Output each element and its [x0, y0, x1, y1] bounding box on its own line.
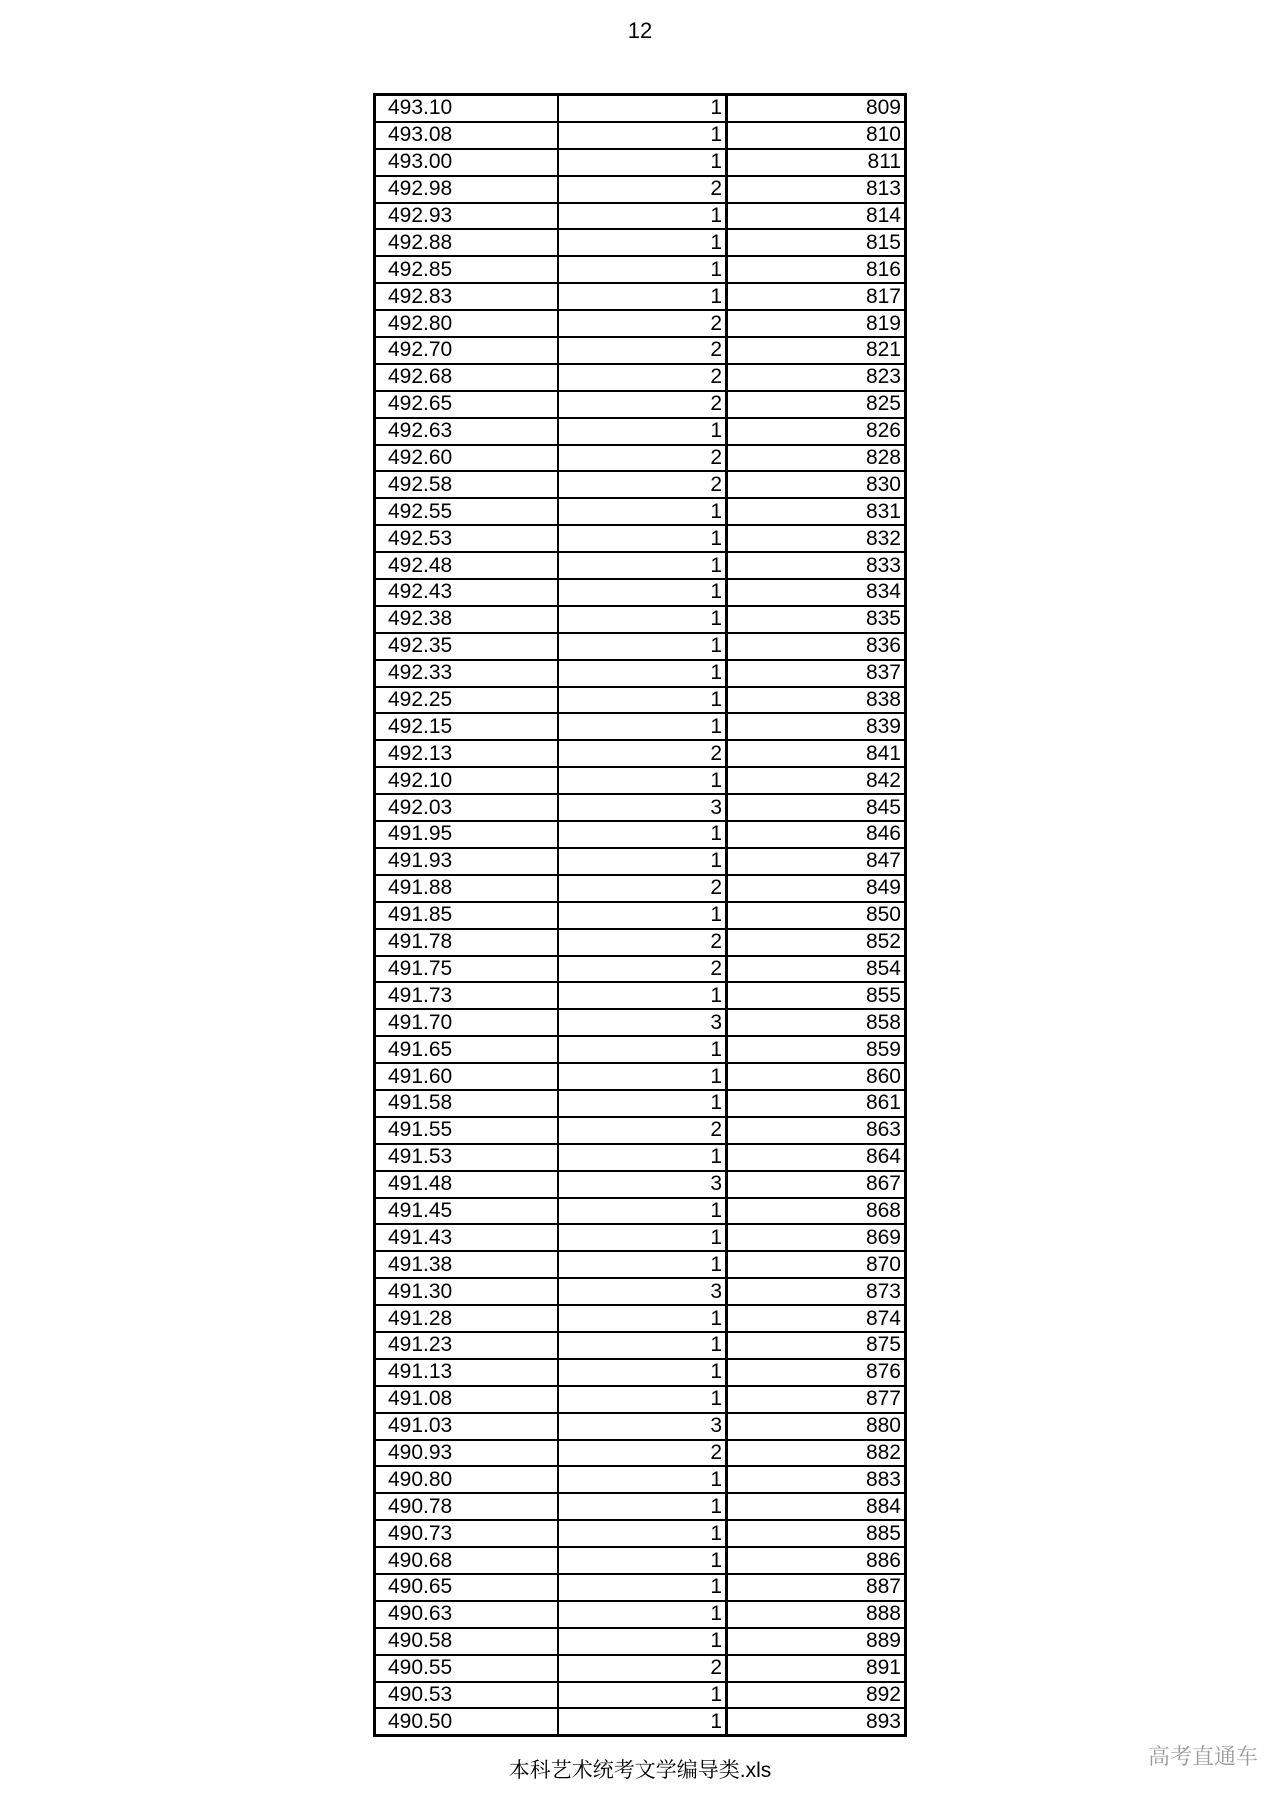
table-row	[375, 1493, 906, 1520]
score-cell: 490.53	[375, 1682, 559, 1709]
table-row	[375, 1278, 906, 1305]
cumulative-cell: 831	[727, 498, 906, 525]
count-cell: 1	[558, 579, 727, 606]
cumulative-cell: 814	[727, 203, 906, 230]
count-cell: 1	[558, 660, 727, 687]
table-row	[375, 579, 906, 606]
table-row	[375, 713, 906, 740]
score-cell: 493.08	[375, 122, 559, 149]
cumulative-cell: 882	[727, 1440, 906, 1467]
count-cell: 3	[558, 1171, 727, 1198]
score-cell: 491.13	[375, 1359, 559, 1386]
table-row	[375, 1144, 906, 1171]
score-cell: 491.43	[375, 1224, 559, 1251]
table-row	[375, 821, 906, 848]
table-row	[375, 794, 906, 821]
count-cell: 2	[558, 1655, 727, 1682]
score-cell: 491.95	[375, 821, 559, 848]
score-cell: 492.93	[375, 203, 559, 230]
count-cell: 1	[558, 1332, 727, 1359]
cumulative-cell: 888	[727, 1601, 906, 1628]
score-cell: 492.80	[375, 310, 559, 337]
table-row	[375, 283, 906, 310]
count-cell: 2	[558, 929, 727, 956]
count-cell: 1	[558, 1601, 727, 1628]
score-cell: 490.73	[375, 1520, 559, 1547]
cumulative-cell: 815	[727, 229, 906, 256]
table-row	[375, 391, 906, 418]
count-cell: 2	[558, 1440, 727, 1467]
score-cell: 490.63	[375, 1601, 559, 1628]
table-row	[375, 1305, 906, 1332]
count-cell: 2	[558, 471, 727, 498]
table-row	[375, 1520, 906, 1547]
count-cell: 2	[558, 956, 727, 983]
count-cell: 1	[558, 606, 727, 633]
table-row	[375, 498, 906, 525]
cumulative-cell: 886	[727, 1547, 906, 1574]
table-row	[375, 1359, 906, 1386]
table-row	[375, 1009, 906, 1036]
score-cell: 492.33	[375, 660, 559, 687]
count-cell: 1	[558, 1198, 727, 1225]
cumulative-cell: 892	[727, 1682, 906, 1709]
count-cell: 1	[558, 687, 727, 714]
cumulative-cell: 837	[727, 660, 906, 687]
table-row	[375, 149, 906, 176]
cumulative-cell: 861	[727, 1090, 906, 1117]
cumulative-cell: 864	[727, 1144, 906, 1171]
count-cell: 2	[558, 1117, 727, 1144]
table-row	[375, 1466, 906, 1493]
cumulative-cell: 852	[727, 929, 906, 956]
count-cell: 1	[558, 95, 727, 122]
count-cell: 3	[558, 1413, 727, 1440]
cumulative-cell: 884	[727, 1493, 906, 1520]
cumulative-cell: 845	[727, 794, 906, 821]
score-cell: 492.98	[375, 176, 559, 203]
score-table	[373, 93, 907, 1737]
table-row	[375, 176, 906, 203]
score-cell: 491.08	[375, 1386, 559, 1413]
table-row	[375, 1224, 906, 1251]
score-cell: 490.65	[375, 1574, 559, 1601]
score-cell: 490.78	[375, 1493, 559, 1520]
table-row	[375, 1413, 906, 1440]
cumulative-cell: 809	[727, 95, 906, 122]
table-row	[375, 1547, 906, 1574]
score-cell: 492.48	[375, 552, 559, 579]
score-cell: 491.78	[375, 929, 559, 956]
score-table-body	[375, 95, 906, 1736]
table-row	[375, 687, 906, 714]
count-cell: 1	[558, 982, 727, 1009]
count-cell: 1	[558, 498, 727, 525]
score-cell: 490.50	[375, 1708, 559, 1735]
count-cell: 1	[558, 633, 727, 660]
table-row	[375, 1171, 906, 1198]
table-row	[375, 1117, 906, 1144]
count-cell: 1	[558, 1466, 727, 1493]
score-cell: 491.85	[375, 902, 559, 929]
count-cell: 1	[558, 1224, 727, 1251]
score-cell: 490.58	[375, 1628, 559, 1655]
cumulative-cell: 874	[727, 1305, 906, 1332]
count-cell: 1	[558, 902, 727, 929]
score-cell: 492.35	[375, 633, 559, 660]
table-row	[375, 1440, 906, 1467]
count-cell: 1	[558, 1144, 727, 1171]
score-cell: 491.45	[375, 1198, 559, 1225]
cumulative-cell: 842	[727, 767, 906, 794]
score-cell: 492.88	[375, 229, 559, 256]
cumulative-cell: 813	[727, 176, 906, 203]
table-row	[375, 606, 906, 633]
table-row	[375, 633, 906, 660]
table-row	[375, 1708, 906, 1735]
cumulative-cell: 854	[727, 956, 906, 983]
cumulative-cell: 839	[727, 713, 906, 740]
table-row	[375, 310, 906, 337]
score-cell: 492.65	[375, 391, 559, 418]
cumulative-cell: 859	[727, 1036, 906, 1063]
table-row	[375, 929, 906, 956]
table-row	[375, 660, 906, 687]
cumulative-cell: 821	[727, 337, 906, 364]
count-cell: 1	[558, 1520, 727, 1547]
count-cell: 1	[558, 552, 727, 579]
table-row	[375, 229, 906, 256]
cumulative-cell: 876	[727, 1359, 906, 1386]
cumulative-cell: 846	[727, 821, 906, 848]
count-cell: 1	[558, 203, 727, 230]
table-row	[375, 902, 906, 929]
watermark: 高考直通车	[1147, 1744, 1258, 1769]
table-row	[375, 471, 906, 498]
count-cell: 2	[558, 875, 727, 902]
count-cell: 1	[558, 1063, 727, 1090]
count-cell: 3	[558, 1278, 727, 1305]
score-cell: 492.63	[375, 418, 559, 445]
score-cell: 491.88	[375, 875, 559, 902]
count-cell: 1	[558, 283, 727, 310]
cumulative-cell: 870	[727, 1251, 906, 1278]
cumulative-cell: 873	[727, 1278, 906, 1305]
cumulative-cell: 819	[727, 310, 906, 337]
score-cell: 492.60	[375, 445, 559, 472]
score-cell: 491.48	[375, 1171, 559, 1198]
table-row	[375, 956, 906, 983]
cumulative-cell: 823	[727, 364, 906, 391]
score-cell: 490.68	[375, 1547, 559, 1574]
count-cell: 2	[558, 337, 727, 364]
score-cell: 492.15	[375, 713, 559, 740]
table-row	[375, 767, 906, 794]
score-cell: 493.00	[375, 149, 559, 176]
cumulative-cell: 847	[727, 848, 906, 875]
table-row	[375, 1090, 906, 1117]
score-cell: 490.80	[375, 1466, 559, 1493]
cumulative-cell: 860	[727, 1063, 906, 1090]
count-cell: 1	[558, 1628, 727, 1655]
table-row	[375, 875, 906, 902]
score-cell: 492.03	[375, 794, 559, 821]
count-cell: 1	[558, 1090, 727, 1117]
cumulative-cell: 885	[727, 1520, 906, 1547]
count-cell: 1	[558, 1359, 727, 1386]
table-row	[375, 122, 906, 149]
table-row	[375, 1628, 906, 1655]
count-cell: 3	[558, 794, 727, 821]
table-row	[375, 982, 906, 1009]
cumulative-cell: 811	[727, 149, 906, 176]
cumulative-cell: 880	[727, 1413, 906, 1440]
score-cell: 490.55	[375, 1655, 559, 1682]
table-row	[375, 1574, 906, 1601]
cumulative-cell: 817	[727, 283, 906, 310]
cumulative-cell: 832	[727, 525, 906, 552]
cumulative-cell: 863	[727, 1117, 906, 1144]
cumulative-cell: 893	[865, 1709, 901, 1733]
cumulative-cell: 868	[727, 1198, 906, 1225]
page-number: 12	[627, 18, 653, 43]
cumulative-cell: 833	[727, 552, 906, 579]
table-row	[375, 1332, 906, 1359]
footer-file-name: 本科艺术统考文学编导类.xls	[508, 1759, 772, 1782]
count-cell: 1	[558, 821, 727, 848]
table-row	[375, 1682, 906, 1709]
table-row	[375, 203, 906, 230]
table-row	[375, 1251, 906, 1278]
score-cell: 490.93	[375, 1440, 559, 1467]
score-cell: 491.60	[375, 1063, 559, 1090]
cumulative-cell: 828	[727, 445, 906, 472]
count-cell: 2	[558, 364, 727, 391]
cumulative-cell: 826	[727, 418, 906, 445]
cumulative-cell: 816	[727, 256, 906, 283]
count-cell: 2	[558, 310, 727, 337]
count-cell: 1	[558, 1386, 727, 1413]
table-row	[375, 364, 906, 391]
cumulative-cell: 850	[727, 902, 906, 929]
cumulative-cell: 834	[727, 579, 906, 606]
cumulative-cell: 836	[727, 633, 906, 660]
table-row	[375, 95, 906, 122]
score-cell: 492.13	[375, 740, 559, 767]
cumulative-cell: 867	[727, 1171, 906, 1198]
score-cell: 491.53	[375, 1144, 559, 1171]
cumulative-cell: 889	[727, 1628, 906, 1655]
count-cell: 1	[558, 525, 727, 552]
table-row	[375, 1198, 906, 1225]
score-cell: 492.70	[375, 337, 559, 364]
score-cell: 491.30	[375, 1278, 559, 1305]
count-cell: 1	[558, 1305, 727, 1332]
count-cell: 1	[558, 767, 727, 794]
count-cell: 1	[558, 149, 727, 176]
cumulative-cell: 841	[727, 740, 906, 767]
table-row	[375, 1655, 906, 1682]
cumulative-cell: 810	[727, 122, 906, 149]
cumulative-cell: 855	[727, 982, 906, 1009]
count-cell: 1	[558, 713, 727, 740]
score-cell: 491.93	[375, 848, 559, 875]
score-cell: 492.38	[375, 606, 559, 633]
cumulative-cell: 835	[727, 606, 906, 633]
score-cell: 492.83	[375, 283, 559, 310]
score-cell: 491.65	[375, 1036, 559, 1063]
count-cell: 1	[558, 418, 727, 445]
score-cell: 492.58	[375, 471, 559, 498]
cumulative-cell: 877	[727, 1386, 906, 1413]
count-cell: 1	[558, 1574, 727, 1601]
cumulative-cell: 891	[727, 1655, 906, 1682]
count-cell: 2	[558, 445, 727, 472]
score-cell: 493.10	[375, 95, 559, 122]
table-row	[375, 418, 906, 445]
score-cell: 492.68	[375, 364, 559, 391]
table-row	[375, 552, 906, 579]
cumulative-cell: 849	[727, 875, 906, 902]
count-cell: 1	[558, 848, 727, 875]
count-cell: 2	[558, 391, 727, 418]
cumulative-cell: 887	[727, 1574, 906, 1601]
cumulative-cell: 883	[727, 1466, 906, 1493]
count-cell: 1	[558, 1251, 727, 1278]
score-cell: 492.55	[375, 498, 559, 525]
score-cell: 491.03	[375, 1413, 559, 1440]
count-cell: 1	[558, 256, 727, 283]
count-cell: 2	[558, 740, 727, 767]
score-cell: 492.43	[375, 579, 559, 606]
table-row	[375, 525, 906, 552]
score-cell: 491.58	[375, 1090, 559, 1117]
score-cell: 492.10	[375, 767, 559, 794]
table-row	[375, 848, 906, 875]
score-cell: 491.55	[375, 1117, 559, 1144]
count-cell: 1	[558, 1036, 727, 1063]
score-cell: 491.75	[375, 956, 559, 983]
cumulative-cell: 875	[727, 1332, 906, 1359]
count-cell: 2	[558, 176, 727, 203]
table-row	[375, 1601, 906, 1628]
cumulative-cell: 838	[727, 687, 906, 714]
score-cell: 491.73	[375, 982, 559, 1009]
table-row	[375, 1386, 906, 1413]
table-row	[375, 1036, 906, 1063]
cumulative-cell: 869	[727, 1224, 906, 1251]
table-row	[375, 337, 906, 364]
score-cell: 492.25	[375, 687, 559, 714]
table-row	[375, 740, 906, 767]
score-cell: 491.38	[375, 1251, 559, 1278]
cumulative-cell: 825	[727, 391, 906, 418]
count-cell: 1	[558, 1493, 727, 1520]
score-cell: 492.85	[375, 256, 559, 283]
score-cell: 491.70	[375, 1009, 559, 1036]
table-row	[375, 1063, 906, 1090]
count-cell: 1	[558, 1547, 727, 1574]
table-row	[375, 445, 906, 472]
count-cell: 1	[558, 1682, 727, 1709]
count-cell: 1	[558, 1708, 727, 1735]
table-row	[375, 256, 906, 283]
score-cell: 491.23	[375, 1332, 559, 1359]
count-cell: 3	[558, 1009, 727, 1036]
cumulative-cell: 830	[727, 471, 906, 498]
score-cell: 491.28	[375, 1305, 559, 1332]
count-cell: 1	[558, 122, 727, 149]
count-cell: 1	[558, 229, 727, 256]
score-cell: 492.53	[375, 525, 559, 552]
cumulative-cell: 858	[727, 1009, 906, 1036]
